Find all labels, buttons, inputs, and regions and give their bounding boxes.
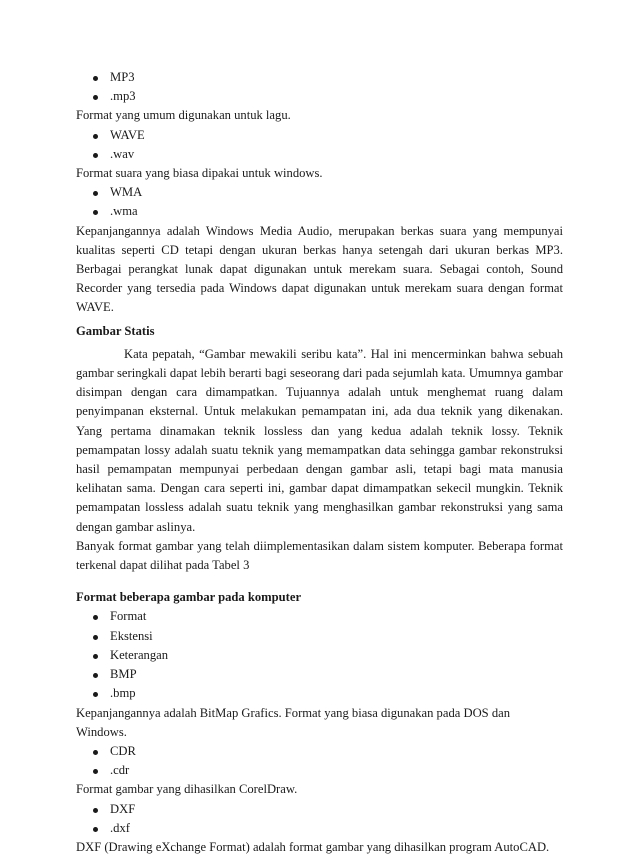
list-item: .mp3	[76, 87, 563, 106]
list-item: .cdr	[76, 761, 563, 780]
list-item: MP3	[76, 68, 563, 87]
list-item: Keterangan	[76, 646, 563, 665]
paragraph: Banyak format gambar yang telah diimplementasikan dalam sistem komputer. Beberapa format terkenal dapat dilihat pada Tabel 3	[76, 538, 563, 573]
list-item: Format	[76, 607, 563, 626]
paragraph: Kata pepatah, “Gambar mewakili seribu kata”. Hal ini mencerminkan bahwa sebuah gambar seringkali dapat lebih berarti bagi seseorang dari pada sejumlah kata. Umumnya gambar disimpan dengan cara dimampatkan. Tujuannya adalah untuk menghemat ruang dalam penyimpanan eksternal. Untuk melakukan pemampatan ini, ada dua teknik yang dikenakan. Yang pertama dinamakan teknik lossless dan yang kedua adalah teknik lossy. Teknik pemampatan lossy adalah suatu teknik yang memampatkan data sehingga gambar rekonstruksi hasil pemampatan mempunyai perbedaan dengan gambar asli, tetapi bagi mata manusia kelihatan sama. Dengan cara seperti ini, gambar dapat dimampatkan sekecil mungkin. Teknik pemampatan lossless adalah suatu teknik yang menghasilkan gambar rekonstruksi yang sama dengan gambar aslinya.	[76, 346, 563, 534]
document-page	[76, 68, 563, 857]
paragraph: Kepanjangannya adalah BitMap Grafics. Format yang biasa digunakan pada DOS dan Windows.	[76, 705, 511, 739]
list-item: CDR	[76, 742, 563, 761]
list-item: .bmp	[76, 684, 563, 703]
list-item: WMA	[76, 183, 563, 202]
list-item: .wma	[76, 202, 563, 221]
list-item: WAVE	[76, 126, 563, 145]
list-item: Ekstensi	[76, 627, 563, 646]
list-item: .wav	[76, 145, 563, 164]
paragraph: Kepanjangannya adalah Windows Media Audio, merupakan berkas suara yang mempunyai kualitas seperti CD tetapi dengan ukuran berkas hanya setengah dari ukuran berkas MP3. Berbagai perangkat lunak dapat digunakan untuk merekam suara. Sebagai contoh, Sound Recorder yang tersedia pada Windows dapat digunakan untuk merekam suara dengan format WAVE.	[76, 223, 563, 315]
paragraph: Format gambar yang dihasilkan CorelDraw.	[76, 782, 298, 797]
list-item: DXF	[76, 800, 563, 819]
paragraph: DXF (Drawing eXchange Format) adalah format gambar yang dihasilkan program AutoCAD.	[76, 839, 550, 854]
paragraph: Format yang umum digunakan untuk lagu.	[76, 108, 291, 123]
paragraph: Format suara yang biasa dipakai untuk windows.	[76, 166, 323, 181]
section-heading: Format beberapa gambar pada komputer	[76, 590, 302, 605]
list-item: .dxf	[76, 819, 563, 838]
section-heading: Gambar Statis	[76, 323, 155, 338]
list-item: BMP	[76, 665, 563, 684]
